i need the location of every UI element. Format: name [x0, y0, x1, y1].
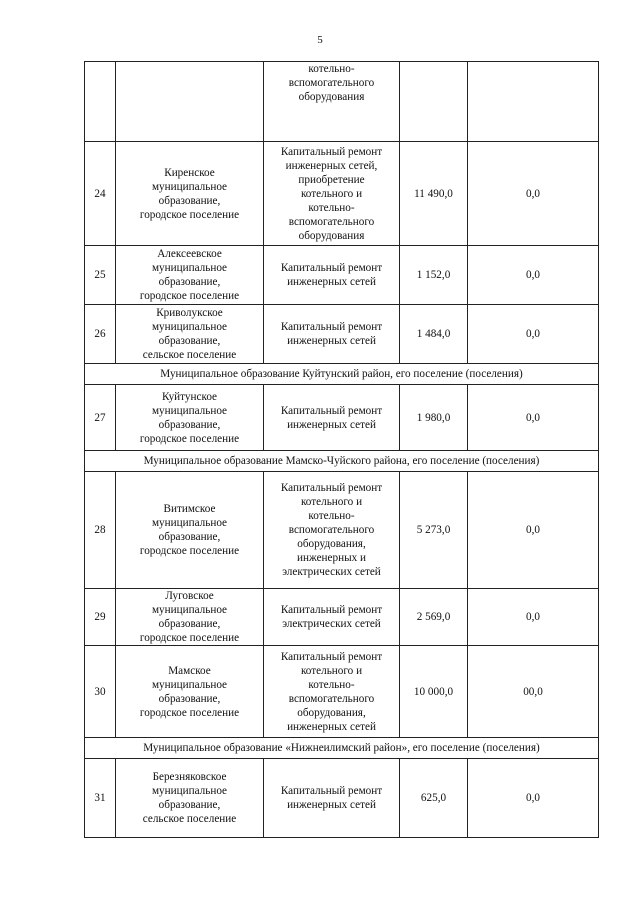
- row-number-cell: 25: [85, 246, 116, 305]
- table-row: [85, 246, 599, 305]
- table-row: [85, 646, 599, 738]
- amount-cell: 1 152,0: [400, 246, 468, 305]
- section-title: Муниципальное образование Мамско-Чуйского района, его поселение (поселения): [85, 451, 599, 472]
- municipality-cell: Куйтунское муниципальное образование, городское поселение: [116, 385, 264, 451]
- row-number-cell: 30: [85, 646, 116, 738]
- amount-cell: 625,0: [400, 759, 468, 838]
- table-row: [85, 62, 599, 142]
- value-cell: 0,0: [468, 305, 599, 364]
- row-number-cell: 31: [85, 759, 116, 838]
- work-description-cell: котельно- вспомогательного оборудования: [264, 62, 400, 142]
- funding-table: [84, 61, 599, 838]
- page-number: 5: [317, 34, 323, 46]
- row-number-cell: 26: [85, 305, 116, 364]
- amount-cell: 11 490,0: [400, 142, 468, 246]
- section-header-row: [85, 451, 599, 472]
- work-description-cell: Капитальный ремонт инженерных сетей: [264, 385, 400, 451]
- amount-cell: 10 000,0: [400, 646, 468, 738]
- table-row: [85, 472, 599, 589]
- amount-cell: 1 484,0: [400, 305, 468, 364]
- amount-cell: 1 980,0: [400, 385, 468, 451]
- row-number-cell: 29: [85, 589, 116, 646]
- work-description-cell: Капитальный ремонт электрических сетей: [264, 589, 400, 646]
- work-description-cell: Капитальный ремонт инженерных сетей: [264, 305, 400, 364]
- table-row: [85, 305, 599, 364]
- row-number-cell: 24: [85, 142, 116, 246]
- table-row: [85, 385, 599, 451]
- municipality-cell: Мамское муниципальное образование, городское поселение: [116, 646, 264, 738]
- value-cell: 0,0: [468, 589, 599, 646]
- municipality-cell: Киренское муниципальное образование, городское поселение: [116, 142, 264, 246]
- amount-cell: 2 569,0: [400, 589, 468, 646]
- value-cell: 00,0: [468, 646, 599, 738]
- municipality-cell: Березняковское муниципальное образование, сельское поселение: [116, 759, 264, 838]
- municipality-cell: [116, 62, 264, 142]
- municipality-cell: Луговское муниципальное образование, городское поселение: [116, 589, 264, 646]
- municipality-cell: Витимское муниципальное образование, городское поселение: [116, 472, 264, 589]
- work-description-cell: Капитальный ремонт котельного и котельно- вспомогательного оборудования, инженерных сетей: [264, 646, 400, 738]
- work-description-cell: Капитальный ремонт инженерных сетей, приобретение котельного и котельно- вспомогательного оборудования: [264, 142, 400, 246]
- table-row: [85, 759, 599, 838]
- section-header-row: [85, 364, 599, 385]
- table-row: [85, 589, 599, 646]
- work-description-cell: Капитальный ремонт инженерных сетей: [264, 246, 400, 305]
- table-body: [85, 62, 599, 838]
- row-number-cell: 27: [85, 385, 116, 451]
- row-number-cell: [85, 62, 116, 142]
- municipality-cell: Криволукское муниципальное образование, сельское поселение: [116, 305, 264, 364]
- amount-cell: 5 273,0: [400, 472, 468, 589]
- table-row: [85, 142, 599, 246]
- section-header-row: [85, 738, 599, 759]
- section-title: Муниципальное образование Куйтунский район, его поселение (поселения): [85, 364, 599, 385]
- row-number-cell: 28: [85, 472, 116, 589]
- value-cell: 0,0: [468, 142, 599, 246]
- work-description-cell: Капитальный ремонт котельного и котельно- вспомогательного оборудования, инженерных и электрических сетей: [264, 472, 400, 589]
- work-description-cell: Капитальный ремонт инженерных сетей: [264, 759, 400, 838]
- amount-cell: [400, 62, 468, 142]
- municipality-cell: Алексеевское муниципальное образование, городское поселение: [116, 246, 264, 305]
- value-cell: [468, 62, 599, 142]
- section-title: Муниципальное образование «Нижнеилимский район», его поселение (поселения): [85, 738, 599, 759]
- value-cell: 0,0: [468, 759, 599, 838]
- value-cell: 0,0: [468, 385, 599, 451]
- value-cell: 0,0: [468, 246, 599, 305]
- value-cell: 0,0: [468, 472, 599, 589]
